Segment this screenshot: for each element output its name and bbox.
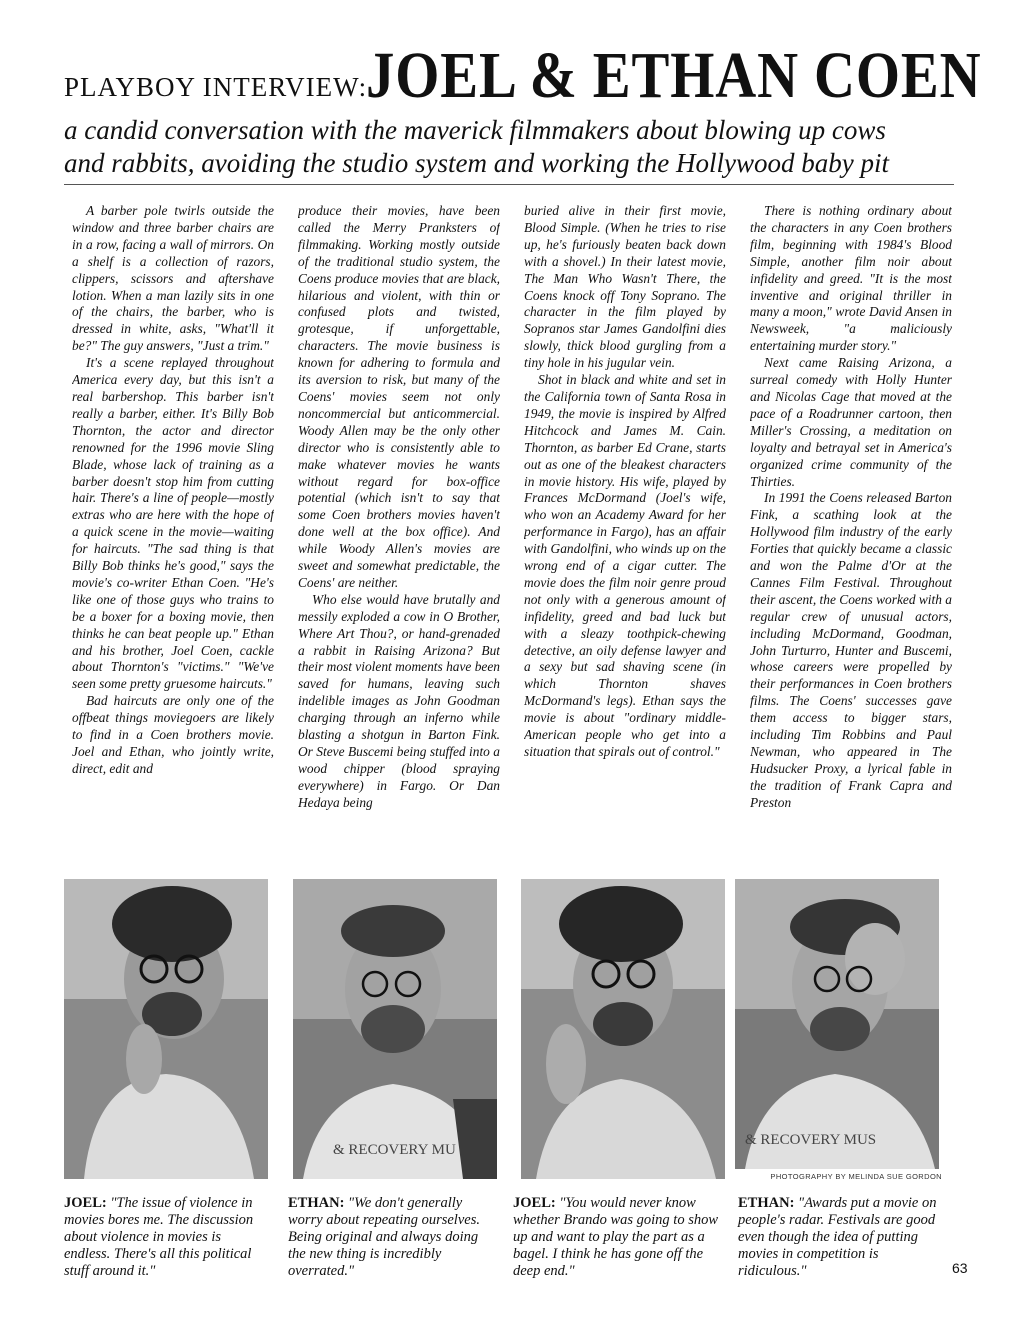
text-column-4: [750, 203, 952, 863]
interview-kicker: PLAYBOY INTERVIEW:: [64, 72, 368, 102]
caption-speaker: ETHAN:: [738, 1195, 795, 1211]
photo-credit: PHOTOGRAPHY BY MELINDA SUE GORDON: [770, 1172, 942, 1181]
paragraph: buried alive in their first movie, Blood Simple. (When he tries to rise up, he's furiously beaten back down with a shovel.) In their latest movie, The Man Who Wasn't There, the Coens knock off Tony Soprano. The character in the film played by Sopranos star James Gandolfini dies slowly, thick blood gurgling from a tiny hole in his jugular vein.: [524, 203, 726, 371]
caption-quote: "We don't generally worry about repeating ourselves. Being original and always doing the new thing is incredibly overrated.": [288, 1195, 480, 1279]
paragraph: produce their movies, have been called the Merry Pranksters of filmmaking. Working mostly outside of the traditional studio system, the Coens produce movies that are black, hilarious and violent, with thin or confused plots and twisted, grotesque, if unforgettable, characters. The movie business is known for adhering to formula and its aversion to risk, but many of the Coens' movies seem not only noncommercial but anticommercial. Woody Allen may be the only other director who is consistently able to make whatever movies he wants without regard for box-office potential (which isn't to say that some Coen brothers movies haven't done well at the box office). And while Woody Allen's movies are sweet and somewhat predictable, the Coens' are neither.: [298, 203, 500, 590]
caption-quote: "The issue of violence in movies bores me. The discussion about violence in movies is endless. There's all this political stuff around it.": [64, 1195, 254, 1279]
article-deck: [64, 114, 954, 180]
title-row: [64, 39, 982, 112]
intro-columns: [72, 203, 952, 863]
paragraph: Who else would have brutally and messily exploded a cow in O Brother, Where Art Thou?, or hand-grenaded a rabbit in Raising Arizona? But their most violent moments have been saved for humans, leaving such indelible images as John Goodman charging through an inferno while blasting a shotgun in Barton Fink. Or Steve Buscemi being stuffed into a wood chipper (blood spraying everywhere) in Fargo. Or Dan Hedaya being: [298, 591, 500, 810]
text-column-1: [72, 203, 274, 863]
portrait-ethan-2: [735, 879, 939, 1169]
shirt-text: & RECOVERY MUS: [745, 1132, 877, 1148]
article-header: [64, 39, 982, 180]
paragraph: In 1991 the Coens released Barton Fink, a scathing look at the Hollywood film industry of the early Forties that quickly became a classic and won the Palme d'Or at the Cannes Film Festival. Throughout their ascent, the Coens worked with a regular crew of unusual actors, including McDormand, Goodman, John Turturro, Hunter and Buscemi, whose careers were propelled by their performances in Coen brothers films. The Coens' successes gave them access to bigger stars, including Tim Robbins and Paul Newman, who appeared in The Hudsucker Proxy, a lyrical fable in the tradition of Frank Capra and Preston: [750, 490, 952, 810]
portrait-strip: [64, 879, 954, 1179]
caption-speaker: JOEL:: [513, 1195, 556, 1211]
caption-ethan-2: [738, 1195, 944, 1280]
text-column-3: [524, 203, 726, 863]
paragraph: Shot in black and white and set in the California town of Santa Rosa in 1949, the movie is inspired by Alfred Hitchcock and James M. Cain. Thornton, as barber Ed Crane, starts out as one of the bleakest characters in movie history. His wife, played by Frances McDormand (Joel's wife, who won an Academy Award for her performance in Fargo), has an affair with Gandolfini, who winds up on the wrong end of a cigar cutter. The movie does the film noir genre proud not only with a generous amount of infidelity, greed and bad luck but with a sleazy toothpick-chewing detective, an oily defense lawyer and a sexy but sad shaving scene (in which Thornton shaves McDormand's legs). Ethan says the movie is about "ordinary middle-American people who get into a situation that spirals out of control.": [524, 372, 726, 759]
page-number: 63: [952, 1260, 968, 1276]
paragraph: A barber pole twirls outside the window and three barber chairs are in a row, facing a wall of mirrors. On a shelf is a collection of razors, clippers, scissors and aftershave lotion. When a man lazily sits in one of the chairs, the barber, who is dressed in white, asks, "What'll it be?" The guy answers, "Just a trim.": [72, 203, 274, 354]
header-rule: [64, 184, 954, 185]
text-column-2: [298, 203, 500, 863]
paragraph: There is nothing ordinary about the characters in any Coen brothers film, beginning with 1984's Blood Simple, another film noir about infidelity and greed. "It is the most inventive and original thriller in many a moon," wrote David Ansen in Newsweek, "a maliciously entertaining murder story.": [750, 203, 952, 354]
paragraph: Bad haircuts are only one of the offbeat things moviegoers are likely to find in a Coen brothers movie. Joel and Ethan, who jointly write, direct, edit and: [72, 693, 274, 776]
caption-quote: "You would never know whether Brando was going to show up and want to play the part as a bagel. I think he has gone off the deep end.": [513, 1195, 719, 1279]
caption-joel-1: [64, 1195, 270, 1280]
article-headline: JOEL & ETHAN COEN: [366, 39, 982, 112]
shirt-text: & RECOVERY MU: [333, 1142, 456, 1158]
caption-joel-2: [513, 1195, 719, 1280]
deck-line-1: a candid conversation with the maverick filmmakers about blowing up cows: [64, 115, 886, 145]
caption-quote: "Awards put a movie on people's radar. Festivals are good even though the idea of putting movies in competition is ridiculous.": [738, 1195, 937, 1279]
paragraph: It's a scene replayed throughout America every day, but this isn't a real barbershop. This barber isn't really a barber, either. It's Billy Bob Thornton, the actor and director renowned for the 1996 movie Sling Blade, whose lack of training as a barber doesn't stop him from cutting hair. There's a line of people—mostly extras who are here with the hope of a quick scene in the movie—waiting for haircuts. "The sad thing is that Billy Bob thinks he's good," says the movie's co-writer Ethan Coen. "He's like one of those guys who trains to be a boxer for a boxing movie, then thinks he can beat people up." Ethan and his brother, Joel Coen, cackle about Thornton's "victims." "We've seen some pretty gruesome haircuts.": [72, 355, 274, 692]
portrait-joel-2: [521, 879, 725, 1179]
paragraph: Next came Raising Arizona, a surreal comedy with Holly Hunter and Nicolas Cage that moved at the pace of a Roadrunner cartoon, then Miller's Crossing, a meditation on loyalty and betrayal set in America's organized crime community of the Thirties.: [750, 355, 952, 489]
caption-speaker: JOEL:: [64, 1195, 107, 1211]
portrait-ethan-1: [293, 879, 497, 1179]
portrait-joel-1: [64, 879, 268, 1179]
deck-line-2: and rabbits, avoiding the studio system and working the Hollywood baby pit: [64, 148, 889, 178]
caption-row: [64, 1195, 954, 1295]
caption-ethan-1: [288, 1195, 494, 1280]
caption-speaker: ETHAN:: [288, 1195, 345, 1211]
